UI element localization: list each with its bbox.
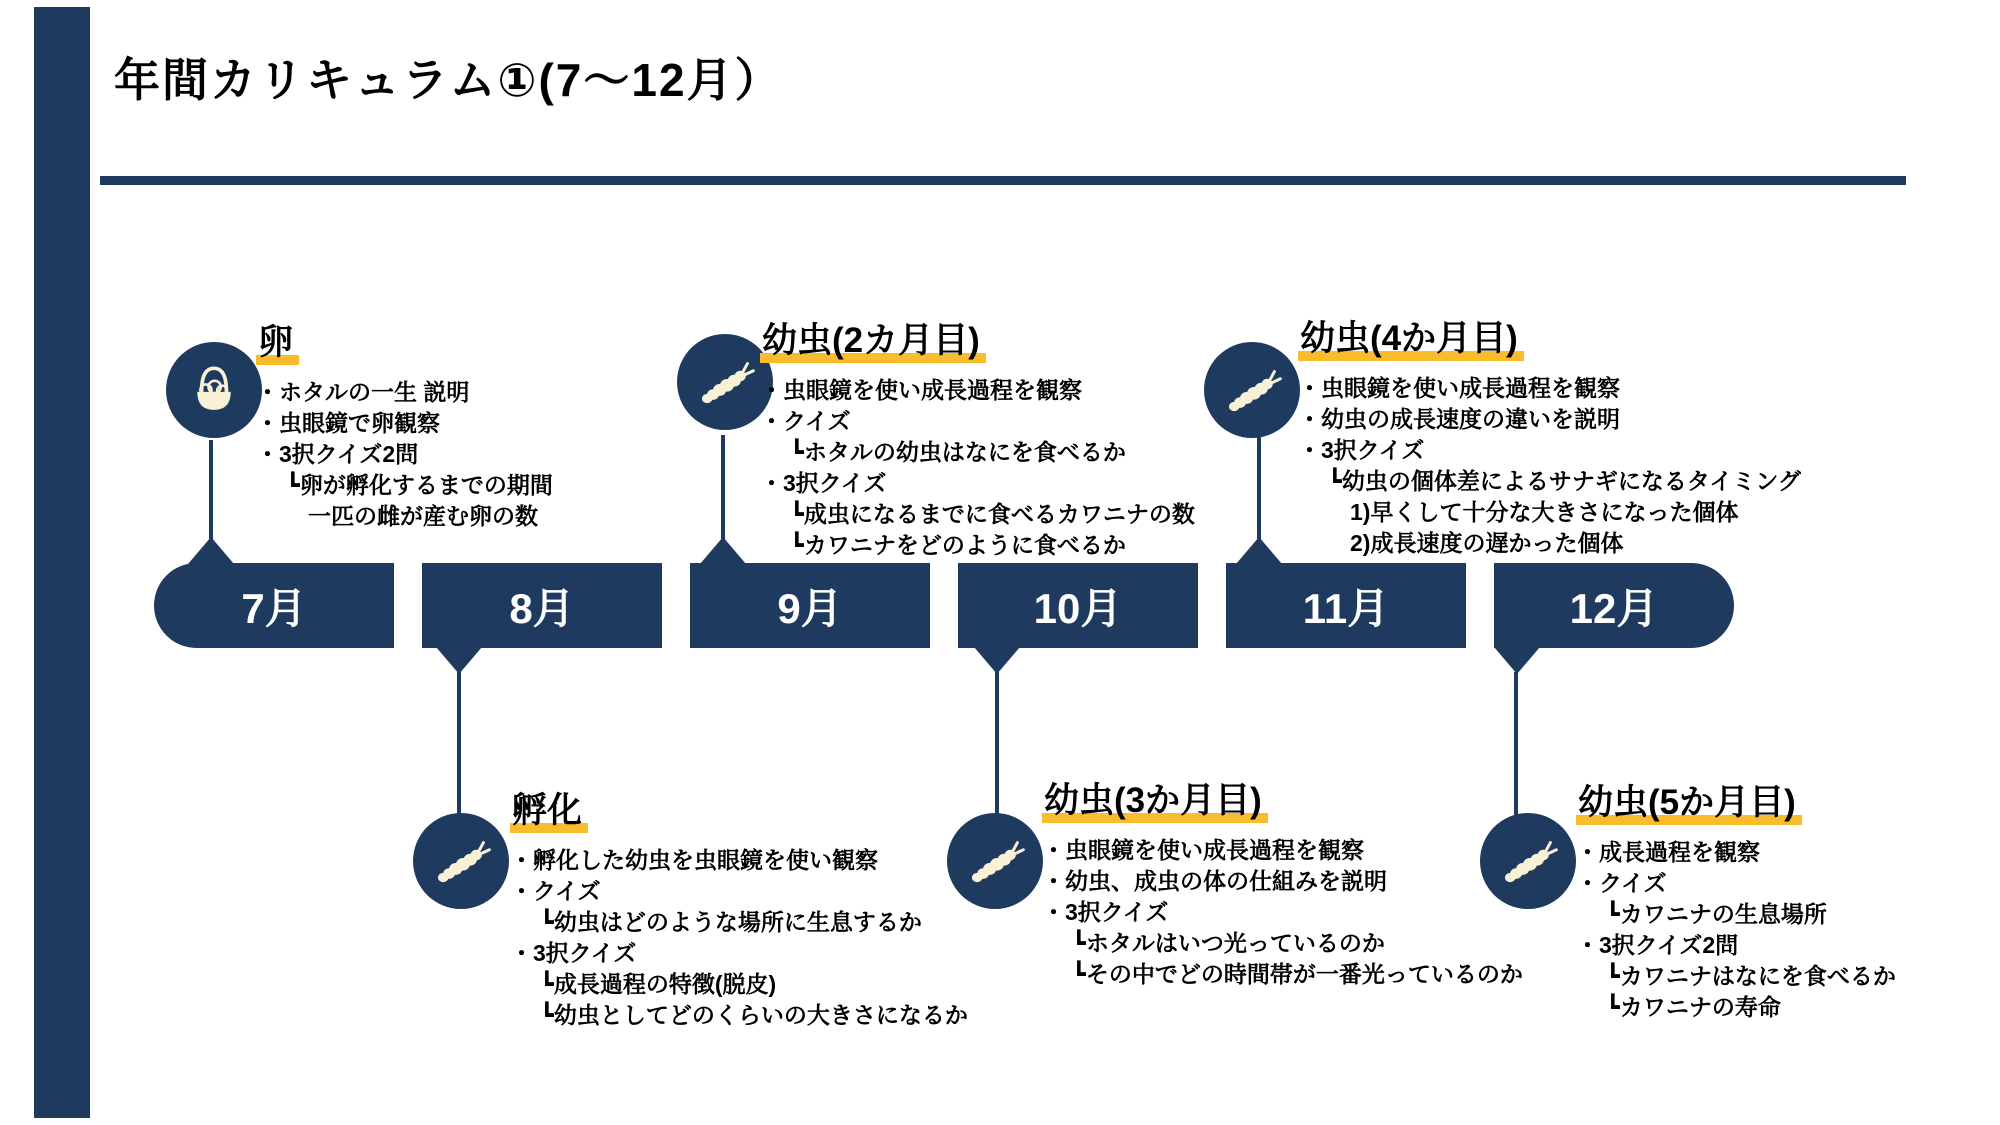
timeline-pointer-up-icon	[188, 537, 234, 564]
larva-icon	[692, 349, 758, 415]
stage-icon-circle-sep	[677, 334, 773, 430]
curriculum-line: ・3択クイズ	[510, 940, 637, 967]
section-sep	[760, 320, 1195, 561]
connector-line-oct	[995, 672, 999, 817]
curriculum-line: 1)早くして十分な大きさになった個体	[1350, 499, 1739, 526]
curriculum-line: ┗幼虫はどのような場所に生息するか	[540, 909, 922, 936]
section-title: 幼虫(2カ月目)	[760, 320, 986, 363]
curriculum-line: ・幼虫、成虫の体の仕組みを説明	[1042, 868, 1387, 895]
curriculum-line: ┗ホタルの幼虫はなにを食べるか	[790, 439, 1126, 466]
curriculum-line: ┗幼虫としてどのくらいの大きさになるか	[540, 1002, 968, 1029]
section-dec	[1576, 782, 1896, 1023]
section-title: 幼虫(5か月目)	[1576, 782, 1802, 825]
month-label: 12月	[1569, 584, 1659, 632]
month-label: 8月	[509, 584, 575, 632]
curriculum-line: ┗成長過程の特徴(脱皮)	[540, 971, 777, 998]
section-lines	[760, 375, 1195, 561]
egg-basket-icon	[183, 359, 245, 421]
curriculum-line: ┗成虫になるまでに食べるカワニナの数	[790, 501, 1195, 528]
curriculum-line: ・虫眼鏡を使い成長過程を観察	[1298, 375, 1620, 402]
timeline-month-block-4	[958, 563, 1198, 648]
larva-icon	[428, 828, 494, 894]
curriculum-line: ・成長過程を観察	[1576, 839, 1760, 866]
curriculum-line: 2)成長速度の遅かった個体	[1350, 530, 1624, 557]
section-lines	[1298, 373, 1801, 559]
curriculum-line: ・虫眼鏡を使い成長過程を観察	[1042, 837, 1364, 864]
connector-line-aug	[457, 672, 461, 817]
month-label: 10月	[1033, 584, 1123, 632]
curriculum-line: ・3択クイズ	[760, 470, 887, 497]
larva-icon	[1495, 828, 1561, 894]
larva-icon	[962, 828, 1028, 894]
curriculum-line: ・3択クイズ2問	[1576, 932, 1739, 959]
stage-icon-circle-jul	[166, 342, 262, 438]
curriculum-line: ┗カワニナの生息場所	[1606, 901, 1827, 928]
timeline-pointer-up-icon	[1236, 537, 1282, 564]
section-title: 卵	[256, 322, 299, 365]
timeline-month-block-6	[1494, 563, 1734, 648]
section-lines	[510, 845, 968, 1031]
timeline-month-block-1	[154, 563, 394, 648]
stage-icon-circle-nov	[1204, 342, 1300, 438]
curriculum-line: ・クイズ	[510, 878, 601, 905]
page-title: 年間カリキュラム①(7〜12月）	[114, 54, 783, 106]
stage-icon-circle-dec	[1480, 813, 1576, 909]
timeline-pointer-down-icon	[436, 647, 482, 674]
section-lines	[1042, 835, 1523, 990]
curriculum-line: ┗その中でどの時間帯が一番光っているのか	[1072, 961, 1523, 988]
curriculum-line: 一匹の雌が産む卵の数	[308, 503, 538, 530]
section-nov	[1298, 318, 1801, 559]
month-label: 11月	[1302, 584, 1390, 632]
curriculum-line: ・クイズ	[760, 408, 851, 435]
section-title: 幼虫(4か月目)	[1298, 318, 1524, 361]
curriculum-line: ┗カワニナはなにを食べるか	[1606, 963, 1896, 990]
curriculum-line: ┗幼虫の個体差によるサナギになるタイミング	[1328, 468, 1801, 495]
curriculum-line: ・3択クイズ	[1042, 899, 1169, 926]
month-label: 9月	[777, 584, 843, 632]
month-label: 7月	[241, 584, 307, 632]
curriculum-line: ・孵化した幼虫を虫眼鏡を使い観察	[510, 847, 878, 874]
curriculum-line: ┗卵が孵化するまでの期間	[286, 472, 553, 499]
curriculum-line: ・虫眼鏡で卵観察	[256, 410, 440, 437]
curriculum-line: ┗カワニナをどのように食べるか	[790, 532, 1126, 559]
curriculum-line: ・ホタルの一生 説明	[256, 379, 470, 406]
curriculum-line: ・幼虫の成長速度の違いを説明	[1298, 406, 1620, 433]
curriculum-line: ・3択クイズ2問	[256, 441, 419, 468]
curriculum-line: ┗ホタルはいつ光っているのか	[1072, 930, 1385, 957]
section-aug	[510, 790, 968, 1031]
timeline-pointer-down-icon	[974, 647, 1020, 674]
section-title: 幼虫(3か月目)	[1042, 780, 1268, 823]
section-lines	[256, 377, 553, 532]
curriculum-line: ・虫眼鏡を使い成長過程を観察	[760, 377, 1082, 404]
curriculum-line: ┗カワニナの寿命	[1606, 994, 1781, 1021]
title-divider	[100, 176, 1906, 185]
curriculum-line: ・3択クイズ	[1298, 437, 1425, 464]
stage-icon-circle-aug	[413, 813, 509, 909]
larva-icon	[1219, 357, 1285, 423]
stage-icon-circle-oct	[947, 813, 1043, 909]
timeline-pointer-up-icon	[700, 537, 746, 564]
section-title: 孵化	[510, 790, 588, 833]
section-oct	[1042, 780, 1523, 990]
timeline-month-block-2	[422, 563, 662, 648]
timeline-pointer-down-icon	[1494, 647, 1540, 674]
curriculum-line: ・クイズ	[1576, 870, 1667, 897]
section-jul	[256, 322, 553, 532]
timeline-month-block-5	[1226, 563, 1466, 648]
section-lines	[1576, 837, 1896, 1023]
timeline-month-block-3	[690, 563, 930, 648]
left-accent-bar	[34, 7, 90, 1118]
